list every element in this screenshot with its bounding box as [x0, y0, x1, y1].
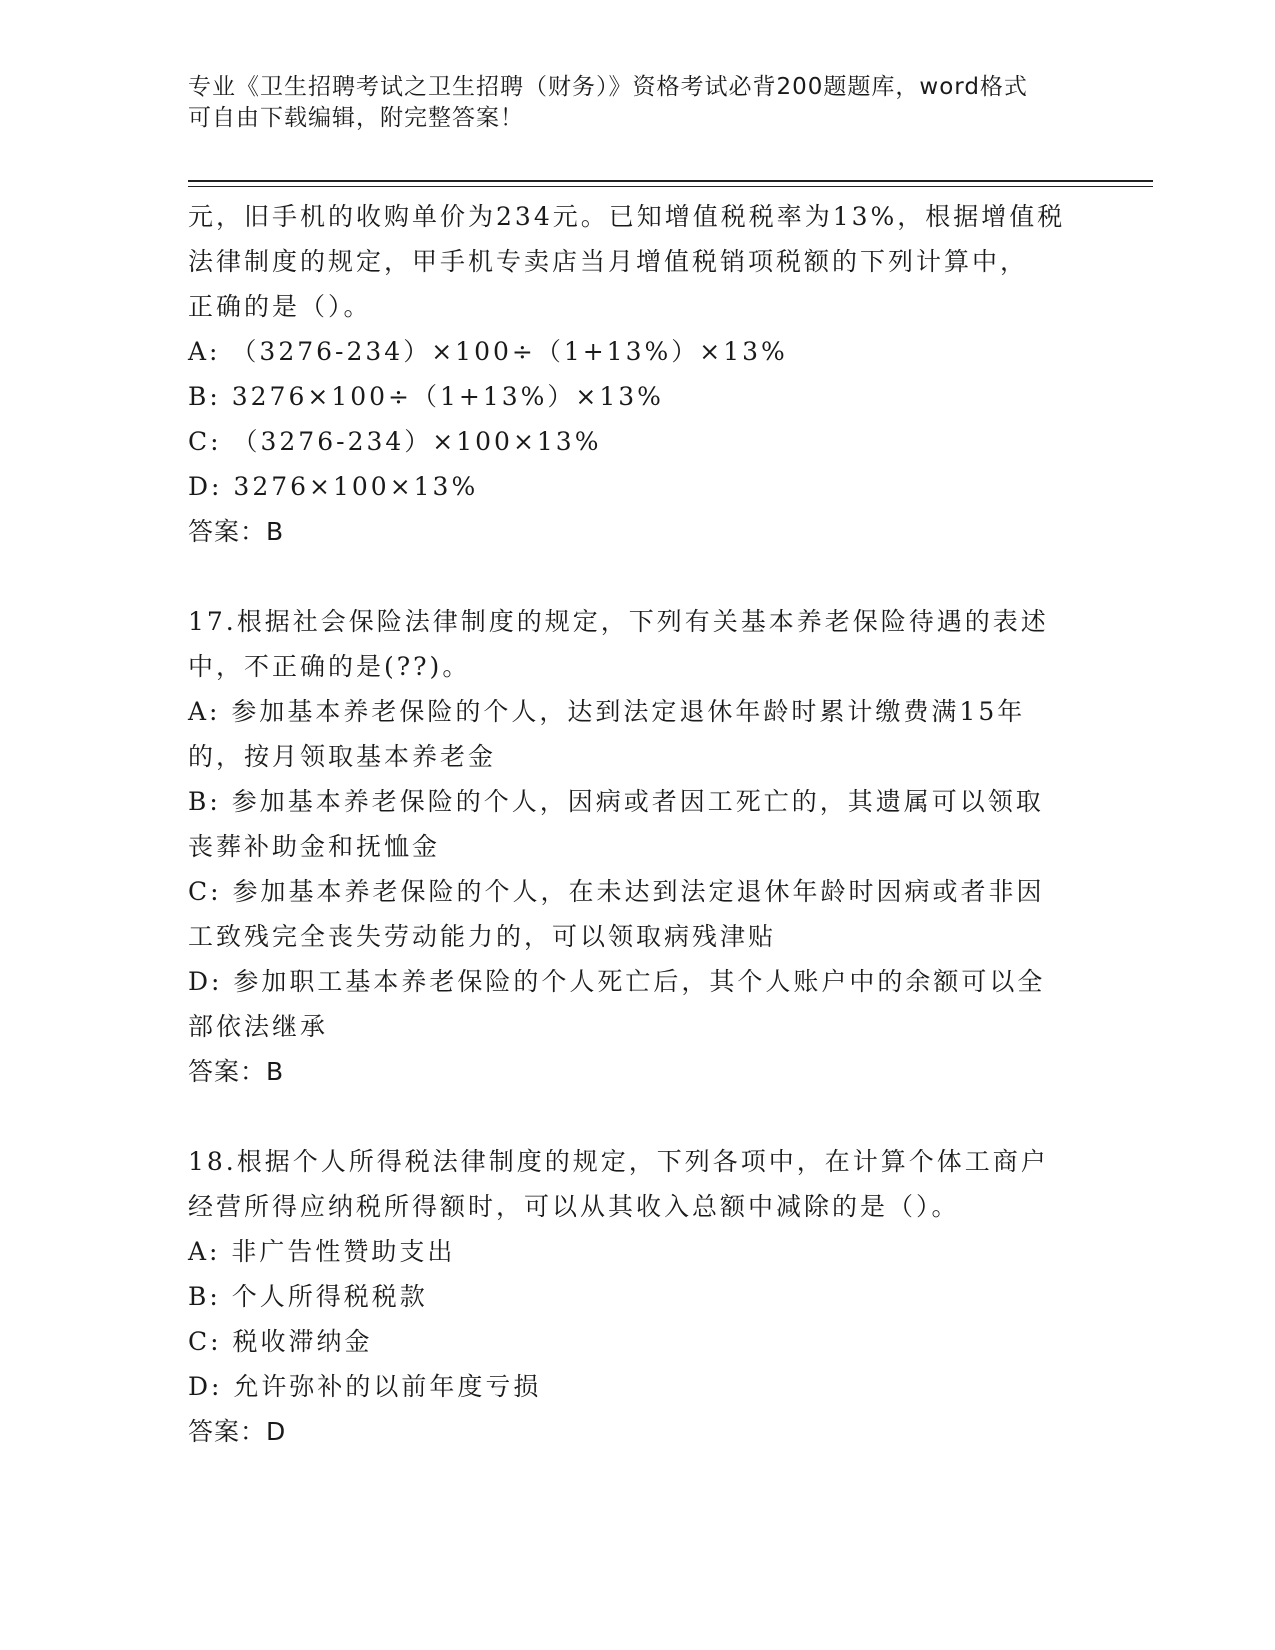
question-stem-line: 正确的是（）。 — [188, 292, 372, 321]
option-b: B: 参加基本养老保险的个人，因病或者因工死亡的，其遗属可以领取 — [188, 787, 1044, 816]
option-a: A: 非广告性赞助支出 — [188, 1237, 456, 1266]
header-title-line-2: 可自由下载编辑，附完整答案！ — [188, 105, 524, 131]
option-a: A: （3276-234）×100÷（1+13%）×13% — [188, 337, 788, 366]
option-c: C: （3276-234）×100×13% — [188, 427, 602, 456]
question-stem-line: 元，旧手机的收购单价为234元。已知增值税税率为13%，根据增值税 — [188, 202, 1066, 231]
question-stem-line: 经营所得应纳税所得额时，可以从其收入总额中减除的是（）。 — [188, 1192, 960, 1221]
question-spacer — [188, 554, 1088, 599]
question-stem-line: 中，不正确的是(??)。 — [188, 652, 471, 681]
option-a-continued: 的，按月领取基本养老金 — [188, 742, 497, 771]
question-18 — [188, 1139, 1088, 1454]
option-a: A: 参加基本养老保险的个人，达到法定退休年龄时累计缴费满15年 — [188, 697, 1026, 726]
option-d: D: 允许弥补的以前年度亏损 — [188, 1372, 542, 1401]
header-divider-thin — [188, 186, 1153, 187]
answer-line: 答案：D — [188, 1417, 287, 1446]
option-b: B: 个人所得税税款 — [188, 1282, 428, 1311]
question-stem-line: 17.根据社会保险法律制度的规定，下列有关基本养老保险待遇的表述 — [188, 607, 1049, 636]
option-c-continued: 工致残完全丧失劳动能力的，可以领取病残津贴 — [188, 922, 777, 951]
question-spacer — [188, 1094, 1088, 1139]
question-17 — [188, 599, 1088, 1094]
option-b-continued: 丧葬补助金和抚恤金 — [188, 832, 441, 861]
answer-line: 答案：B — [188, 517, 285, 546]
header-divider-thick — [188, 180, 1153, 182]
option-d: D: 参加职工基本养老保险的个人死亡后，其个人账户中的余额可以全 — [188, 967, 1046, 996]
header-title-line-1: 专业《卫生招聘考试之卫生招聘（财务）》资格考试必背200题题库，word格式 — [188, 74, 1028, 100]
option-c: C: 参加基本养老保险的个人，在未达到法定退休年龄时因病或者非因 — [188, 877, 1045, 906]
question-list — [188, 194, 1088, 1454]
option-d-continued: 部依法继承 — [188, 1012, 329, 1041]
question-stem-line: 18.根据个人所得税法律制度的规定，下列各项中，在计算个体工商户 — [188, 1147, 1049, 1176]
option-b: B: 3276×100÷（1+13%）×13% — [188, 382, 664, 411]
document-header — [188, 72, 1088, 134]
question-stem-line: 法律制度的规定，甲手机专卖店当月增值税销项税额的下列计算中， — [188, 247, 1029, 276]
question-16 — [188, 194, 1088, 554]
answer-line: 答案：B — [188, 1057, 285, 1086]
option-d: D: 3276×100×13% — [188, 472, 479, 501]
option-c: C: 税收滞纳金 — [188, 1327, 373, 1356]
